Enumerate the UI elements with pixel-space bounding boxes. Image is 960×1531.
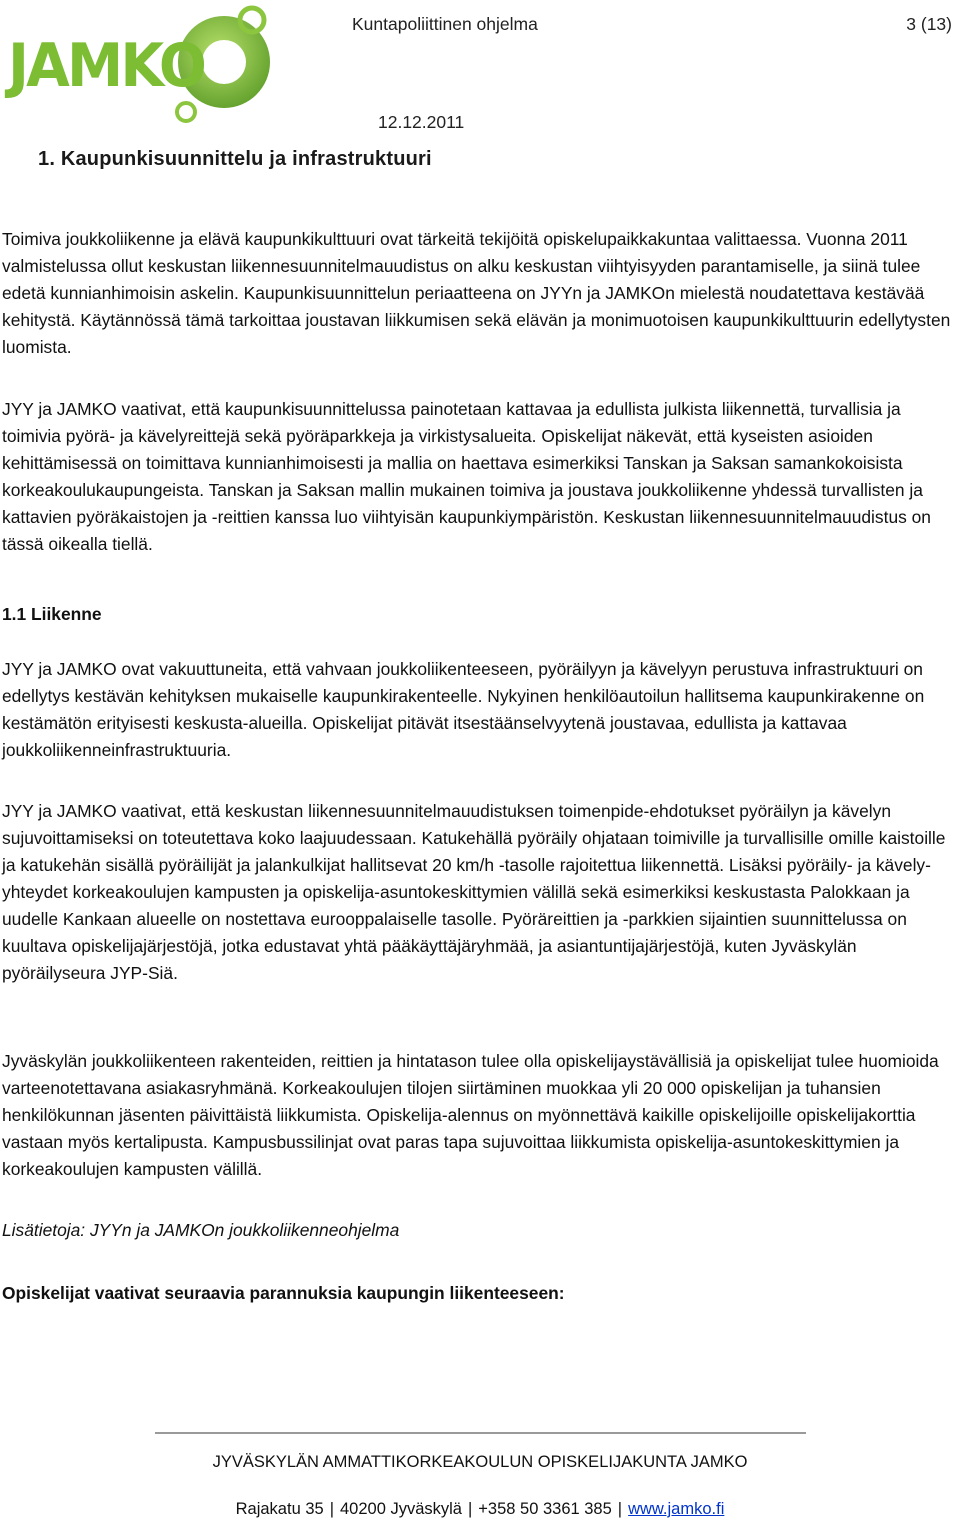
section-heading: 1. Kaupunkisuunnittelu ja infrastruktuuri: [38, 148, 432, 170]
jamko-logo: [2, 0, 272, 128]
footer-phone: +358 50 3361 385: [478, 1500, 612, 1518]
document-title: Kuntapoliittinen ohjelma: [352, 14, 538, 34]
paragraph-public-transport: Jyväskylän joukkoliikenteen rakenteiden, reittien ja hintatason tulee olla opiskelijaystävällisiä ja opiskelijat tulee huomioida varteenotettavana asiakasryhmänä. Korkeakoulujen tilojen siirtäminen muokkaa yli 20 000 opiskelijan ja tuhansien henkilökunnan jäsenten päivittäistä liikkumista. Opiskelija-alennus on myönnettävä kaikille opiskelijoille opiskelijakorttia vastaan myös kertalipusta. Kampusbussilinjat ovat paras tapa sujuvoittaa liikkumista opiskelija-asuntokeskittymien ja korkeakoulujen kampusten välillä.: [2, 1051, 939, 1179]
separator: |: [617, 1500, 623, 1518]
subsection-heading: 1.1 Liikenne: [2, 604, 102, 624]
page-number: 3 (13): [906, 14, 952, 34]
separator: |: [467, 1500, 473, 1518]
jamko-logo-graphic: [2, 0, 272, 128]
footer-divider: [155, 1432, 806, 1434]
paragraph-demands: JYY ja JAMKO vaativat, että kaupunkisuunnittelussa painotetaan kattavaa ja edullista julkista liikennettä, turvallisia ja toimivia pyörä- ja kävelyreittejä sekä pyöräparkkeja ja virkistysalueita. Opiskelijat näkevät, että kyseisten asioiden kehittämisessä on toimittava kunnianhimoisesti ja mallia on haettava esimerkiksi Tanskan ja Saksan samankokoisista korkeakoulukaupungeista. Tanskan ja Saksan mallin mukainen toimiva ja joustava joukkoliikenne yhdessä turvallisten ja kattavien pyöräkaistojen ja -reittien kanssa luo viihtyisän kaupunkiympäristön. Keskustan liikennesuunnitelmauudistus on tässä oikealla tiellä.: [2, 399, 931, 554]
footer-postal: 40200 Jyväskylä: [339, 1500, 462, 1518]
logo-text: JAMKO: [4, 31, 205, 101]
footer-website-link[interactable]: www.jamko.fi: [628, 1500, 725, 1518]
paragraph-infrastructure: JYY ja JAMKO ovat vakuuttuneita, että vahvaan joukkoliikenteeseen, pyöräilyyn ja kävelyyn perustuva infrastruktuuri on edellytys kestävän kehityksen mukaiselle kaupunkirakenteelle. Nykyinen henkilöautoilun hallitsema kaupunkirakenne on kestämätön erityisesti keskusta-alueilla. Opiskelijat pitävät itsestäänselvyytenä joustavaa, edullista ja kattavaa joukkoliikenneinfrastruktuuria.: [2, 659, 925, 760]
paragraph-intro: Toimiva joukkoliikenne ja elävä kaupunkikulttuuri ovat tärkeitä tekijöitä opiskelupaikkakuntaa valittaessa. Vuonna 2011 valmistelussa ollut keskustan liikennesuunnitelmauudistus on alku keskustan viihtyisyyden parantamiselle, ja siinä tulee edetä kunnianhimoisin askelin. Kaupunkisuunnittelun periaatteena on JYYn ja JAMKOn mielestä noudatettava kestävää kehitystä. Käytännössä tämä tarkoittaa joustavan liikkumisen sekä elävän ja monimuotoisen kaupunkikulttuurin edellytysten luomista.: [2, 229, 951, 357]
separator: |: [329, 1500, 334, 1518]
more-info-text: Lisätietoja: JYYn ja JAMKOn joukkoliikenneohjelma: [2, 1220, 400, 1240]
footer-address: Rajakatu 35: [235, 1500, 324, 1518]
demands-heading: Opiskelijat vaativat seuraavia parannuksia kaupungin liikenteeseen:: [2, 1283, 565, 1303]
document-date: 12.12.2011: [378, 112, 465, 132]
footer-organization: JYVÄSKYLÄN AMMATTIKORKEAKOULUN OPISKELIJAKUNTA JAMKO: [212, 1453, 748, 1471]
paragraph-cycling: JYY ja JAMKO vaativat, että keskustan liikennesuunnitelmauudistuksen toimenpide-ehdotukset pyöräilyn ja kävelyn sujuvoittamiseksi on toteutettava koko laajuudessaan. Katukehällä pyöräily ohjataan toimiville ja turvallisille omille kaistoille ja katukehän sisällä pyöräilijät ja jalankulkijat hallitsevat 20 km/h -tasolle rajoitettua liikennettä. Lisäksi pyöräily- ja kävely-yhteydet korkeakoulujen kampusten ja opiskelija-asuntokeskittymien välillä sekä esimerkiksi keskustasta Palokkaan ja uudelle Kankaan alueelle on nostettava eurooppalaiselle tasolle. Pyöräreittien ja -parkkien sijaintien suunnittelussa on kuultava opiskelijajärjestöjä, jotka edustavat yhtä pääkäyttäjäryhmää, ja asiantuntijajärjestöjä, kuten Jyväskylän pyöräilyseura JYP-Siä.: [2, 801, 946, 983]
footer-contact: [0, 1500, 960, 1519]
